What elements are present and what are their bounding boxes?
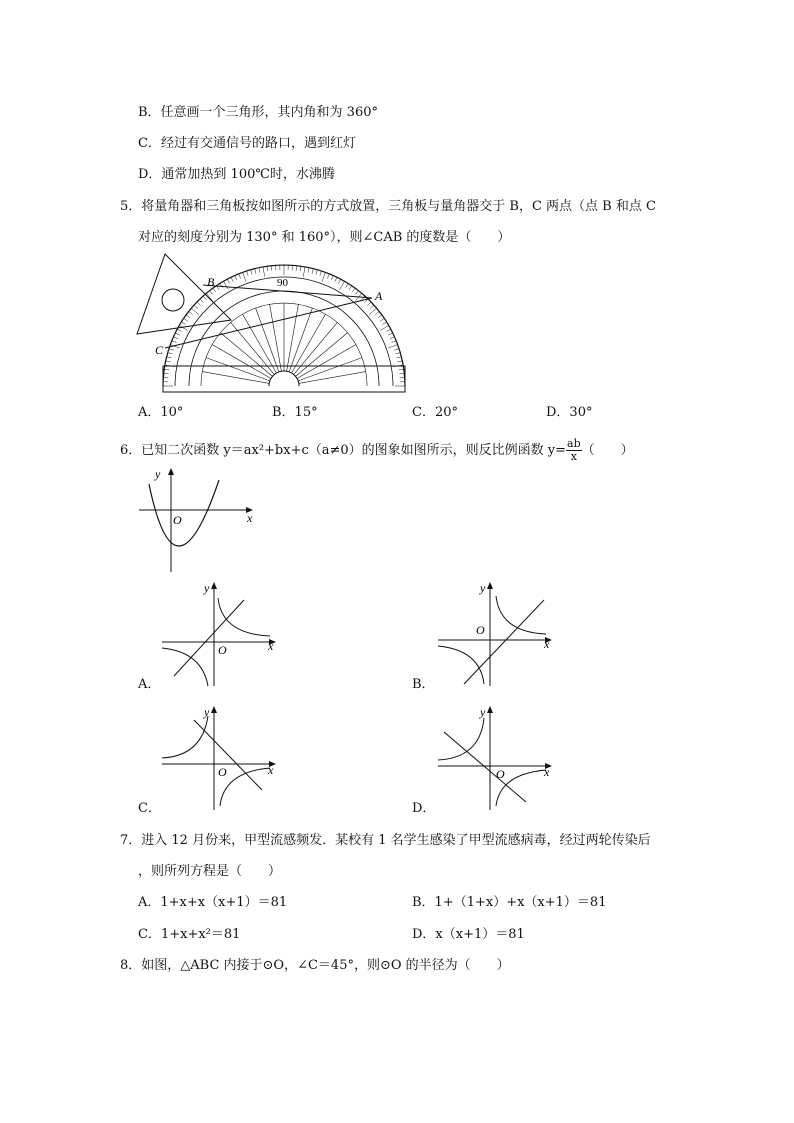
protractor-tick [296, 266, 297, 271]
svg-text:y: y [480, 581, 486, 595]
protractor-tick [166, 361, 171, 362]
protractor-tick [380, 318, 384, 321]
triangle-ruler [137, 254, 231, 334]
protractor-tick [320, 271, 322, 276]
protractor-tick [263, 267, 265, 277]
protractor-tick [327, 274, 329, 279]
protractor-tick [394, 349, 399, 351]
protractor-tick [349, 286, 352, 290]
protractor-tick [378, 315, 382, 318]
protractor-tick [322, 272, 325, 281]
protractor-tick [380, 326, 389, 331]
protractor-tick [259, 268, 260, 273]
protractor-tick [175, 333, 179, 335]
protractor-tick [370, 305, 374, 308]
protractor-tick [231, 277, 233, 281]
protractor-ray [292, 314, 326, 373]
svg-text:y: y [204, 581, 210, 595]
protractor-tick [338, 279, 340, 283]
svg-text:O: O [476, 623, 485, 637]
protractor-ray [298, 358, 362, 381]
protractor-ray [299, 372, 366, 384]
protractor-tick [271, 266, 272, 271]
point-a-label: A [375, 289, 383, 303]
q4-option-b: B．任意画一个三角形，其内角和为 360° [138, 105, 378, 120]
protractor-tick [184, 318, 188, 321]
q6-stem-suffix: （ ） [581, 443, 634, 458]
q7-option-b: B．1+（1+x）+x（x+1）＝81 [412, 895, 607, 910]
protractor-tick [181, 322, 185, 325]
option-a-graph [158, 578, 283, 690]
protractor-tick [191, 308, 199, 314]
protractor-tick [255, 269, 256, 274]
q7-stem-line1: 7．进入 12 月份来，甲型流感频发．某校有 1 名学生感染了甲型流感病毒，经过两轮传染后 [120, 833, 651, 848]
q5-option-a: A．10° [138, 405, 184, 420]
q4-option-c: C．经过有交通信号的路口，遇到红灯 [138, 136, 356, 151]
svg-text:O: O [218, 765, 227, 779]
protractor-ray [287, 304, 299, 371]
q6-option-a-label: A． [138, 677, 161, 692]
protractor-tick [362, 296, 365, 300]
protractor-tick [369, 308, 377, 314]
protractor-tick [316, 270, 317, 275]
protractor-tick [312, 269, 313, 274]
protractor-tick [206, 293, 212, 301]
point-b-label: B [207, 275, 215, 289]
svg-text:y: y [204, 705, 210, 719]
protractor-tick [397, 357, 402, 358]
svg-text:x: x [544, 637, 550, 651]
protractor-tick [367, 302, 371, 305]
protractor-tick [340, 281, 345, 290]
protractor-tick [267, 266, 268, 271]
svg-text:y: y [480, 705, 486, 719]
protractor-tick [235, 275, 237, 280]
option-d-graph [434, 702, 559, 814]
protractor-ray [297, 345, 356, 379]
protractor-tick [247, 271, 249, 276]
protractor-tick [355, 291, 358, 295]
svg-text:O: O [218, 643, 227, 657]
protractor-tick [239, 274, 241, 279]
protractor-tick [392, 341, 397, 343]
protractor-ray [206, 358, 270, 381]
protractor-ray [212, 345, 271, 379]
q4-option-d: D．通常加热到 100℃时，水沸腾 [138, 167, 335, 182]
protractor-ray [294, 322, 338, 374]
protractor-tick [375, 312, 379, 315]
protractor-90-label: 90 [277, 277, 288, 289]
protractor-tick [164, 369, 169, 370]
protractor-tick [382, 322, 386, 325]
protractor-tick [189, 312, 193, 315]
protractor-tick [172, 341, 177, 343]
protractor-tick [386, 329, 390, 331]
q5-option-c: C．20° [412, 405, 458, 420]
protractor-ray [202, 372, 269, 384]
q6-option-b-label: B． [412, 677, 435, 692]
protractor-tick [399, 369, 404, 370]
svg-text:y: y [155, 467, 161, 481]
protractor-tick [167, 357, 172, 358]
q6-option-c-label: C． [138, 801, 161, 816]
svg-text:x: x [247, 511, 253, 525]
parabola-graph [135, 466, 260, 578]
protractor-tick [227, 279, 229, 283]
parabola-curve [149, 480, 219, 546]
q6-stem [120, 438, 634, 463]
q5-option-d: D．30° [546, 405, 593, 420]
protractor-figure [135, 248, 415, 398]
protractor-tick [335, 277, 337, 281]
svg-text:x: x [544, 765, 550, 779]
svg-text:x: x [268, 763, 274, 777]
protractor-tick [164, 373, 169, 374]
q7-stem-line2: ，则所列方程是（ ） [138, 864, 282, 879]
protractor-tick [169, 349, 174, 351]
protractor-tick [308, 268, 309, 273]
svg-text:x: x [268, 639, 274, 653]
protractor-tick [300, 266, 301, 271]
q8-stem: 8．如图，△ABC 内接于⊙O，∠C＝45°，则⊙O 的半径为（ ） [120, 958, 510, 973]
protractor-tick [303, 267, 305, 277]
protractor-tick [194, 305, 198, 308]
protractor-tick [220, 283, 223, 287]
option-b-graph [434, 578, 559, 690]
svg-text:O: O [496, 767, 505, 781]
protractor-tick [203, 296, 206, 300]
q6-fraction-denominator: x [570, 450, 577, 463]
q6-fraction-numerator: ab [567, 437, 581, 450]
protractor-tick [200, 299, 203, 303]
q6-option-d-label: D． [412, 801, 436, 816]
protractor-ray [270, 304, 282, 371]
protractor-tick [388, 333, 392, 335]
protractor-ray [295, 333, 347, 377]
protractor-tick [399, 373, 404, 374]
protractor-tick [210, 291, 213, 295]
triangle-hole [162, 289, 184, 311]
q7-option-c: C．1+x+x²＝81 [138, 927, 241, 942]
protractor-tick [243, 272, 246, 281]
svg-text:O: O [173, 513, 182, 527]
protractor-ray [256, 308, 279, 372]
q6-stem-prefix: 6．已知二次函数 y＝ax²+bx+c（a≠0）的图象如图所示，则反比例函数 y= [120, 443, 567, 458]
protractor-tick [390, 337, 395, 339]
q5-stem-line2: 对应的刻度分别为 130° 和 160°），则∠CAB 的度数是（ ） [138, 230, 511, 245]
point-c-label: C [155, 343, 164, 357]
protractor-tick [396, 353, 401, 354]
q6-fraction [566, 438, 582, 463]
protractor-tick [251, 270, 252, 275]
protractor-tick [197, 302, 201, 305]
protractor-ray [243, 314, 277, 373]
q5-stem-line1: 5．将量角器和三角板按如图所示的方式放置，三角板与量角器交于 B，C 两点（点 B 和点 C [120, 199, 656, 214]
q7-option-a: A．1+x+x（x+1）＝81 [138, 895, 288, 910]
protractor-tick [345, 283, 348, 287]
protractor-tick [224, 281, 229, 290]
option-c-graph [158, 702, 283, 814]
protractor-ray [220, 333, 272, 377]
protractor-tick [168, 353, 173, 354]
q5-option-b: B．15° [272, 405, 318, 420]
protractor-tick [352, 288, 355, 292]
q7-option-d: D．x（x+1）＝81 [412, 927, 525, 942]
protractor-tick [397, 361, 402, 362]
protractor-tick [186, 315, 190, 318]
protractor-tick [177, 329, 181, 331]
protractor-tick [388, 345, 397, 348]
protractor-tick [331, 275, 333, 280]
protractor-tick [173, 337, 178, 339]
